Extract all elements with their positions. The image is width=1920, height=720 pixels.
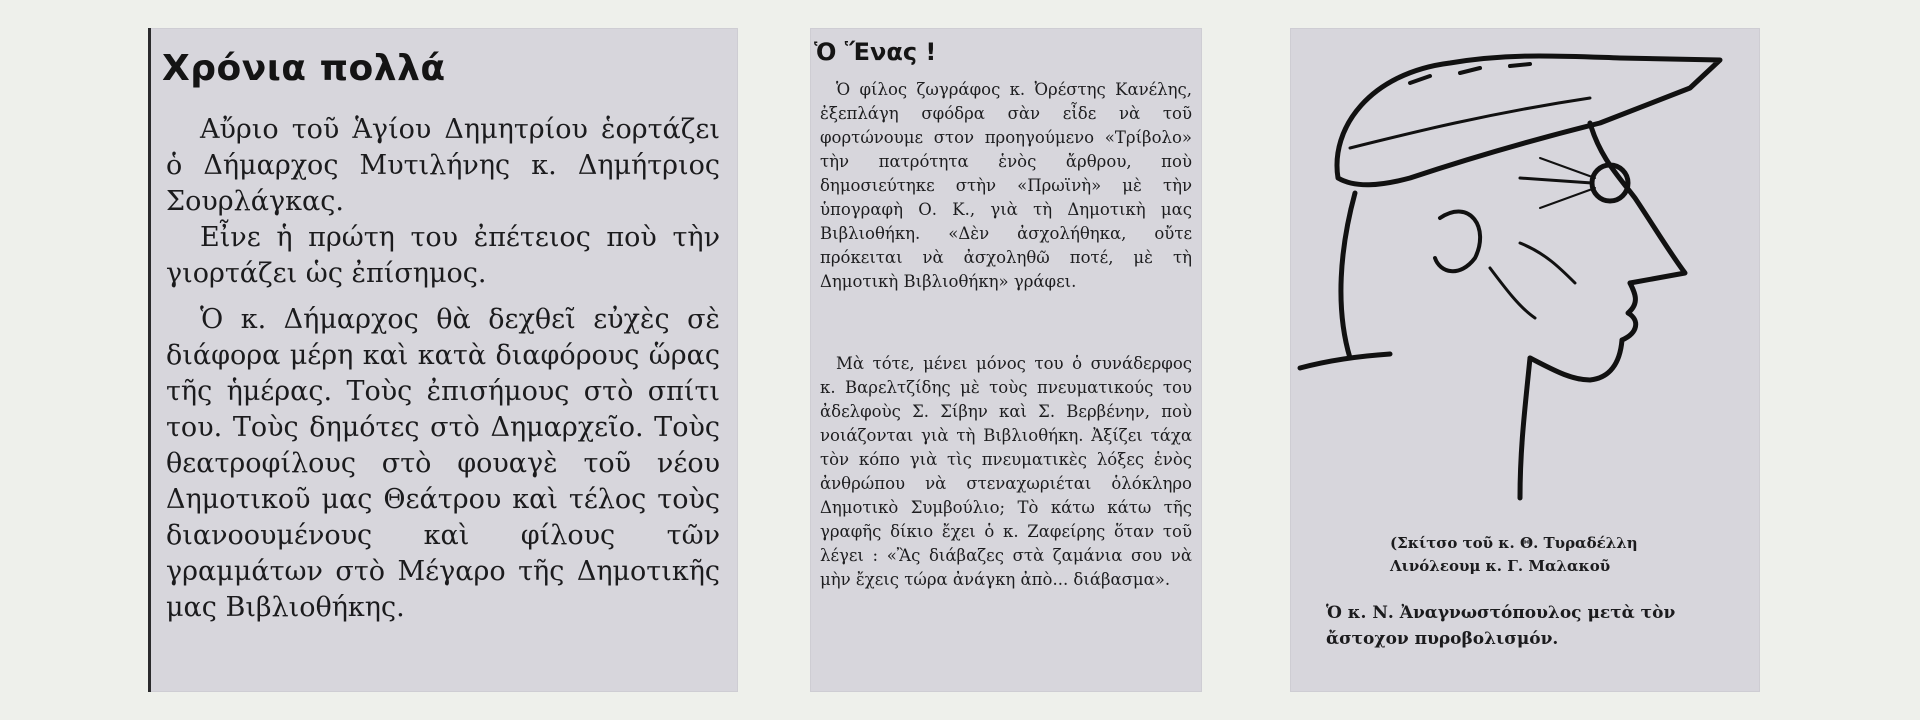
caricature-caption: Ὁ κ. Ν. Ἀναγνωστόπουλος μετὰ τὸν ἄστοχον πυροβολισμόν.: [1326, 603, 1676, 649]
sketch-credit-line1: (Σκίτσο τοῦ κ. Θ. Τυραδέλλη: [1390, 534, 1638, 552]
caricature-sketch: [1290, 28, 1760, 508]
news-clipping-caricature: [1290, 28, 1760, 692]
article-paragraph: Ὁ κ. Δήμαρχος θὰ δεχθεῖ εὐχὲς σὲ διάφορα μέρη καὶ κατὰ διαφόρους ὥρας τῆς ἡμέρας. Τοὺς ἐπισήμους στὸ σπίτι του. Τοὺς δημότες στὸ Δημαρχεῖο. Τοὺς θεατροφίλους στὸ φουαγὲ τοῦ νέου Δημοτικοῦ μας Θεάτρου καὶ τέλος τοὺς διανοουμένους καὶ φίλους τῶν γραμμάτων στὸ Μέγαρο τῆς Δημοτικῆς μας Βιβλιοθήκης.: [166, 304, 720, 623]
article-paragraph: Μὰ τότε, μένει μόνος του ὁ συνάδερφος κ. Βαρελτζίδης μὲ τοὺς πνευματικούς του ἀδελφοὺς Σ. Σίβην καὶ Σ. Βερβένην, ποὺ νοιάζονται γιὰ τὴ Βιβλιοθήκη. Ἀξίζει τάχα τὸν κόπο γιὰ τὶς πνευματικὲς λόξες ἑνὸς ἀνθρώπου νὰ στεναχωριέται ὁλόκληρο Δημοτικὸ Συμβούλιο; Τὸ κάτω κάτω τῆς γραφῆς δίκιο ἔχει ὁ κ. Ζαφείρης ὅταν τοῦ λέγει : «Ἂς διάβαζες στὰ ζαμάνια σου νὰ μὴν ἔχεις τώρα ἀνάγκη ἀπὸ... διάβασμα».: [820, 354, 1192, 589]
news-clipping-the-one: [810, 28, 1202, 692]
sketch-credit: [1390, 532, 1638, 578]
sketch-credit-line2: Λινόλεουμ κ. Γ. Μαλακοῦ: [1390, 557, 1611, 575]
article-paragraph: Αὔριο τοῦ Ἁγίου Δημητρίου ἑορτάζει ὁ Δήμαρχος Μυτιλήνης κ. Δημήτριος Σουρλάγκας.: [166, 114, 720, 217]
article-paragraph: Εἶνε ἡ πρώτη του ἐπέτειος ποὺ τὴν γιορτάζει ὡς ἐπίσημος.: [166, 222, 720, 289]
clipping-title: Χρόνια πολλά: [162, 48, 446, 89]
article-paragraph: Ὁ φίλος ζωγράφος κ. Ὀρέστης Κανέλης, ἐξεπλάγη σφόδρα σὰν εἶδε νὰ τοῦ φορτώνουμε στον προηγούμενο «Τρίβολο» τὴν πατρότητα ἑνὸς ἄρθρου, ποὺ δημοσιεύτηκε στὴν «Πρωϊνὴ» μὲ τὴν ὑπογραφὴ Ο. Κ., γιὰ τὴ Δημοτικὴ μας Βιβλιοθήκη. «Δὲν ἀσχολήθηκα, οὔτε πρόκειται νὰ ἀσχοληθῶ ποτέ, μὲ τὴ Δημοτικὴ Βιβλιοθήκη» γράφει.: [820, 80, 1192, 291]
news-clipping-name-day: [148, 28, 738, 692]
column-rule: [148, 28, 151, 692]
clipping-title: Ὁ Ἕνας !: [814, 38, 937, 66]
